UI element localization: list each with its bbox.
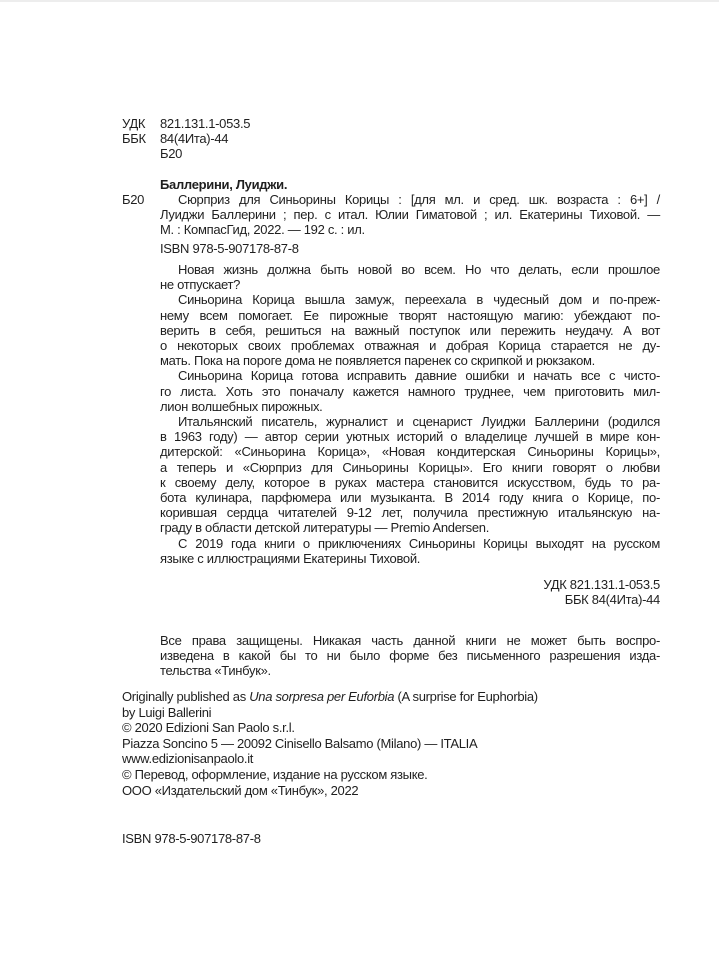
- code-line: УДК 821.131.1-053.5: [543, 577, 660, 592]
- paragraph: [160, 262, 660, 292]
- code-value: 821.131.1-053.5: [160, 116, 251, 131]
- annotation-line: нему всем помогает. Ее пирожные творят настоящую магию: убеждают по-: [160, 307, 660, 323]
- isbn-bottom: ISBN 978-5-907178-87-8: [122, 831, 261, 846]
- paragraph: [160, 368, 660, 414]
- annotation-line: Итальянский писатель, журналист и сценарист Луиджи Баллерини (родился: [178, 414, 660, 430]
- code-line: ББК 84(4Ита)-44: [564, 592, 660, 608]
- code-label: УДК: [122, 116, 146, 131]
- author-sign-label: Б20: [122, 192, 145, 207]
- page-top-edge: [0, 0, 719, 2]
- bibliographic-record-text: [160, 192, 660, 238]
- original-publication-suffix: (A surprise for Euphorbia): [394, 689, 538, 704]
- code-row: [122, 116, 250, 131]
- annotation-line: не отпускает?: [160, 277, 241, 293]
- annotation-line: к своему делу, которое в руках мастера становится искусством, будь то ра-: [160, 474, 660, 490]
- bibliographic-line: М. : КомпасГид, 2022. — 192 с. : ил.: [160, 222, 365, 238]
- colophon-line: ООО «Издательский дом «Тинбук», 2022: [122, 782, 359, 798]
- annotation-line: мать. Пока на пороге дома не появляется паренек со скрипкой и рюкзаком.: [160, 353, 595, 369]
- colophon-line: © Перевод, оформление, издание на русском языке.: [122, 766, 428, 782]
- annotation-line: языке с иллюстрациями Екатерины Тиховой.: [160, 550, 421, 566]
- original-publication-prefix: Originally published as: [122, 689, 250, 704]
- classification-codes-right: [160, 577, 660, 607]
- bibliographic-record: [122, 192, 660, 238]
- annotation-line: бота кулинара, парфюмера или музыканта. В 2014 году книга о Корице, по-: [160, 490, 660, 506]
- colophon-line: by Luigi Ballerini: [122, 704, 212, 720]
- annotation-line: Синьорина Корица готова исправить давние ошибки и начать все с чисто-: [178, 368, 660, 384]
- annotation-line: а теперь и «Сюрприз для Синьорины Корицы». Его книги говорят о любви: [160, 459, 660, 475]
- annotation-line: корившая сердца читателей 9-12 лет, получила престижную итальянскую на-: [160, 505, 660, 521]
- colophon-line: www.edizionisanpaolo.it: [122, 751, 254, 767]
- classification-codes: [122, 116, 250, 162]
- annotation-line: верить в себя, решиться на важный поступок или пережить неудачу. А вот: [160, 322, 660, 338]
- annotation-line: о некоторых своих проблемах отважная и добрая Корица старается не ду-: [160, 338, 660, 354]
- author-heading: Баллерини, Луиджи.: [160, 177, 288, 192]
- colophon-lines: [122, 705, 662, 799]
- rights-line: Все права защищены. Никакая часть данной книги не может быть воспро-: [160, 633, 660, 648]
- isbn-line: ISBN 978-5-907178-87-8: [160, 241, 299, 256]
- rights-line: тельства «Тинбук».: [160, 663, 271, 679]
- annotation-block: [160, 262, 660, 566]
- rights-notice: [160, 633, 660, 679]
- annotation-line: в 1963 году) — автор серии уютных историй о владелице лучшей в мире кон-: [160, 429, 660, 445]
- annotation-line: Новая жизнь должна быть новой во всем. Но что делать, если прошлое: [178, 262, 660, 277]
- code-value: 84(4Ита)-44: [160, 131, 229, 147]
- original-publication-line: [122, 689, 662, 705]
- annotation-line: Синьорина Корица вышла замуж, переехала в чудесный дом и по-преж-: [178, 292, 660, 308]
- colophon-line: © 2020 Edizioni San Paolo s.r.l.: [122, 720, 295, 736]
- paragraph: [160, 414, 660, 536]
- code-value: Б20: [160, 146, 183, 162]
- colophon-line: Piazza Soncino 5 — 20092 Cinisello Balsamo (Milano) — ITALIA: [122, 735, 478, 751]
- annotation-line: лион волшебных пирожных.: [160, 398, 323, 414]
- rights-line: изведена в какой бы то ни было форме без письменного разрешения изда-: [160, 648, 660, 664]
- annotation-line: го листа. Хоть это поначалу кажется намного труднее, чем приготовить мил-: [160, 383, 660, 399]
- bibliographic-line: Сюрприз для Синьорины Корицы : [для мл. и сред. шк. возраста : 6+] /: [178, 192, 660, 207]
- annotation-line: граду в области детской литературы — Premio Andersen.: [160, 520, 490, 536]
- paragraph: [160, 536, 660, 566]
- paragraph: [160, 292, 660, 368]
- code-row: [122, 131, 250, 146]
- annotation-line: С 2019 года книги о приключениях Синьорины Корицы выходят на русском: [178, 535, 660, 551]
- colophon-block: [122, 689, 662, 798]
- original-title-italic: Una sorpresa per Euforbia: [249, 689, 395, 704]
- code-row: [122, 146, 250, 161]
- annotation-line: дитерской: «Синьорина Корица», «Новая кондитерская Синьорины Корицы»,: [160, 444, 660, 460]
- code-label: ББК: [122, 131, 146, 147]
- bibliographic-line: Луиджи Баллерини ; пер. с итал. Юлии Гиматовой ; ил. Екатерины Тиховой. —: [160, 207, 660, 223]
